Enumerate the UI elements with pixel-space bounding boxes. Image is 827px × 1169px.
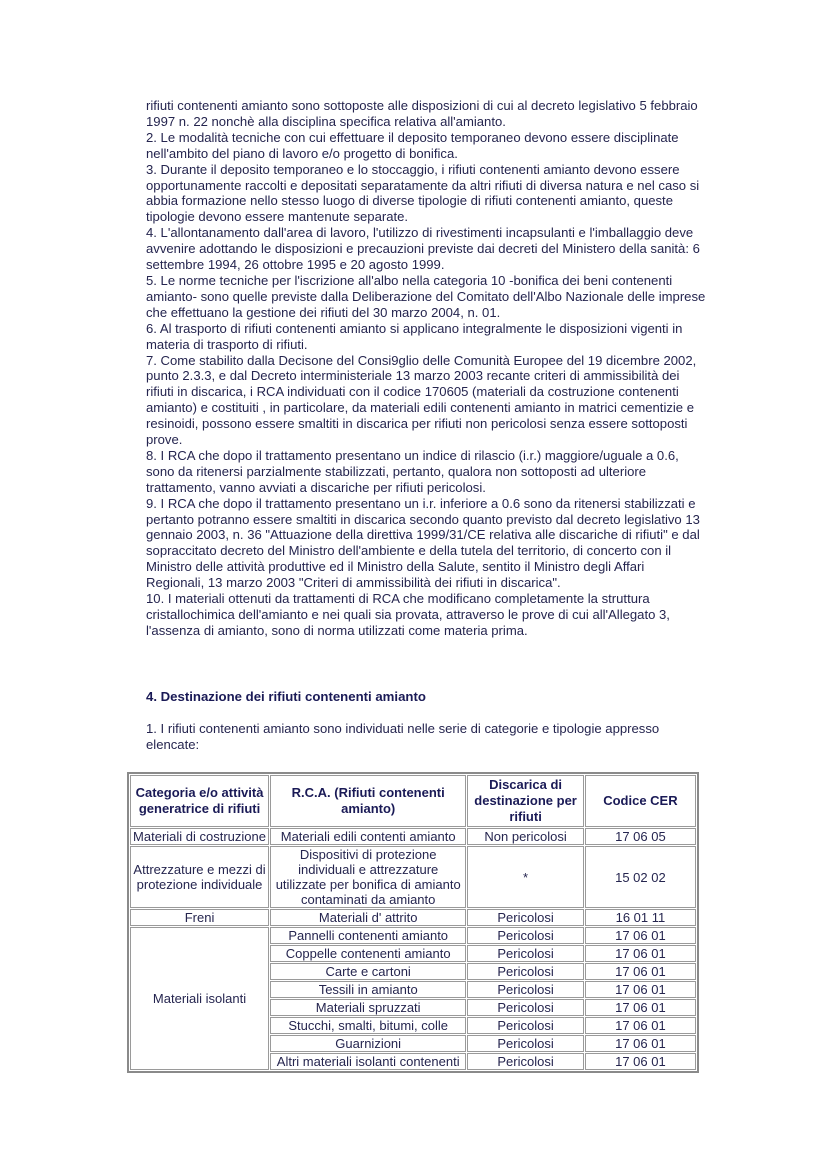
- paragraph-5: 5. Le norme tecniche per l'iscrizione all'albo nella categoria 10 -bonifica dei beni contenenti amianto- sono quelle previste dalla Deliberazione del Comitato dell'Albo Nazionale delle imprese che effettuano la gestione dei rifiuti del 30 marzo 2004, n. 01.: [146, 272, 706, 320]
- cell-cer: 17 06 01: [585, 945, 696, 962]
- cell-discarica: Pericolosi: [467, 927, 584, 944]
- section-intro: 1. I rifiuti contenenti amianto sono individuati nelle serie di categorie e tipologie appresso elencate:: [146, 721, 660, 752]
- cell-rca: Materiali d' attrito: [270, 909, 466, 926]
- cell-cer: 17 06 01: [585, 1053, 696, 1070]
- cell-rca: Dispositivi di protezione individuali e attrezzature utilizzate per bonifica di amianto contaminati da amianto: [270, 846, 466, 908]
- header-rca: R.C.A. (Rifiuti contenenti amianto): [270, 775, 466, 827]
- cell-cer: 17 06 01: [585, 927, 696, 944]
- paragraph-9: 9. I RCA che dopo il trattamento presentano un i.r. inferiore a 0.6 sono da ritenersi stabilizzati e pertanto potranno essere smaltiti in discarica secondo quanto previsto dal decreto legislativo 13 gennaio 2003, n. 36 "Attuazione della direttiva 1999/31/CE relativa alle discariche di rifiuti" e dal sopraccitato decreto del Ministro dell'ambiente e della tutela del territorio, di concerto con il Ministro delle attività produttive ed il Ministro della Salute, sentito il Ministro degli Affari Regionali, 13 marzo 2003 "Criteri di ammissibilità dei rifiuti in discarica".: [146, 495, 700, 591]
- cell-cer: 15 02 02: [585, 846, 696, 908]
- cell-discarica: *: [467, 846, 584, 908]
- cell-discarica: Pericolosi: [467, 909, 584, 926]
- cell-rca: Stucchi, smalti, bitumi, colle: [270, 1017, 466, 1034]
- cell-rca: Carte e cartoni: [270, 963, 466, 980]
- cell-discarica: Pericolosi: [467, 1053, 584, 1070]
- header-codice-cer: Codice CER: [585, 775, 696, 827]
- cell-rca: Guarnizioni: [270, 1035, 466, 1052]
- table-row: [130, 828, 696, 845]
- cell-discarica: Pericolosi: [467, 981, 584, 998]
- cell-categoria: Freni: [130, 909, 269, 926]
- cell-cer: 16 01 11: [585, 909, 696, 926]
- paragraph-continuation: rifiuti contenenti amianto sono sottoposte alle disposizioni di cui al decreto legislativo 5 febbraio 1997 n. 22 nonchè alla disciplina specifica relativa all'amianto.: [146, 98, 698, 129]
- cell-rca: Coppelle contenenti amianto: [270, 945, 466, 962]
- cell-discarica: Non pericolosi: [467, 828, 584, 845]
- cell-cer: 17 06 01: [585, 963, 696, 980]
- cell-discarica: Pericolosi: [467, 999, 584, 1016]
- cell-categoria-group: Materiali isolanti: [130, 927, 269, 1070]
- cell-rca: Pannelli contenenti amianto: [270, 927, 466, 944]
- table-row: [130, 846, 696, 908]
- paragraph-2: 2. Le modalità tecniche con cui effettuare il deposito temporaneo devono essere disciplinate nell'ambito del piano di lavoro e/o progetto di bonifica.: [146, 129, 679, 161]
- table-row: [130, 909, 696, 926]
- cell-cer: 17 06 01: [585, 1017, 696, 1034]
- paragraph-8: 8. I RCA che dopo il trattamento presentano un indice di rilascio (i.r.) maggiore/uguale a 0.6, sono da ritenersi parzialmente stabilizzati, pertanto, qualora non sottoposti ad ulteriore trattamento, vanno avviati a discariche per rifiuti pericolosi.: [146, 447, 679, 495]
- cell-rca: Materiali spruzzati: [270, 999, 466, 1016]
- cell-cer: 17 06 01: [585, 1035, 696, 1052]
- cell-discarica: Pericolosi: [467, 963, 584, 980]
- cell-cer: 17 06 01: [585, 999, 696, 1016]
- paragraph-3: 3. Durante il deposito temporaneo e lo stoccaggio, i rifiuti contenenti amianto devono essere opportunamente raccolti e depositati separatamente da altri rifiuti di diversa natura e nel caso si abbia formazione nello stesso luogo di diverse tipologie di rifiuti contenenti amianto, queste tipologie devono essere mantenute separate.: [146, 161, 700, 225]
- cer-table: [127, 772, 699, 1073]
- header-categoria: Categoria e/o attività generatrice di rifiuti: [130, 775, 269, 827]
- cell-rca: Tessili in amianto: [270, 981, 466, 998]
- table-row: [130, 927, 696, 944]
- cell-rca: Materiali edili contenti amianto: [270, 828, 466, 845]
- paragraph-6: 6. Al trasporto di rifiuti contenenti amianto si applicano integralmente le disposizioni vigenti in materia di trasporto di rifiuti.: [146, 320, 683, 352]
- cell-cer: 17 06 01: [585, 981, 696, 998]
- cell-discarica: Pericolosi: [467, 945, 584, 962]
- cell-categoria: Materiali di costruzione: [130, 828, 269, 845]
- table-header-row: [130, 775, 696, 827]
- cell-discarica: Pericolosi: [467, 1017, 584, 1034]
- header-discarica: Discarica di destinazione per rifiuti: [467, 775, 584, 827]
- cell-cer: 17 06 05: [585, 828, 696, 845]
- paragraph-10: 10. I materiali ottenuti da trattamenti di RCA che modificano completamente la struttura cristallochimica dell'amianto e nei quali sia provata, attraverso le prove di cui all'Allegato 3, l'assenza di amianto, sono di norma utilizzati come materia prima.: [146, 591, 670, 638]
- cell-discarica: Pericolosi: [467, 1035, 584, 1052]
- section-heading: 4. Destinazione dei rifiuti contenenti amianto: [146, 689, 426, 704]
- cell-rca: Altri materiali isolanti contenenti: [270, 1053, 466, 1070]
- body-text: [146, 98, 706, 639]
- paragraph-7: 7. Come stabilito dalla Decisone del Consi9glio delle Comunità Europee del 19 dicembre 2002, punto 2.3.3, e dal Decreto interministeriale 13 marzo 2003 recante criteri di ammissibilità dei rifiuti in discarica, i RCA individuati con il codice 170605 (materiali da costruzione contenenti amianto) e costituiti , in particolare, da materiali edili contenenti amianto in matrici cementizie e resinoidi, possono essere smaltiti in discarica per rifiuti non pericolosi senza essere sottoposti prove.: [146, 352, 697, 448]
- cell-categoria: Attrezzature e mezzi di protezione individuale: [130, 846, 269, 908]
- paragraph-4: 4. L'allontanamento dall'area di lavoro, l'utilizzo di rivestimenti incapsulanti e l'imballaggio deve avvenire adottando le disposizioni e precauzioni previste dai decreti del Ministero della sanità: 6 settembre 1994, 26 ottobre 1995 e 20 agosto 1999.: [146, 225, 700, 273]
